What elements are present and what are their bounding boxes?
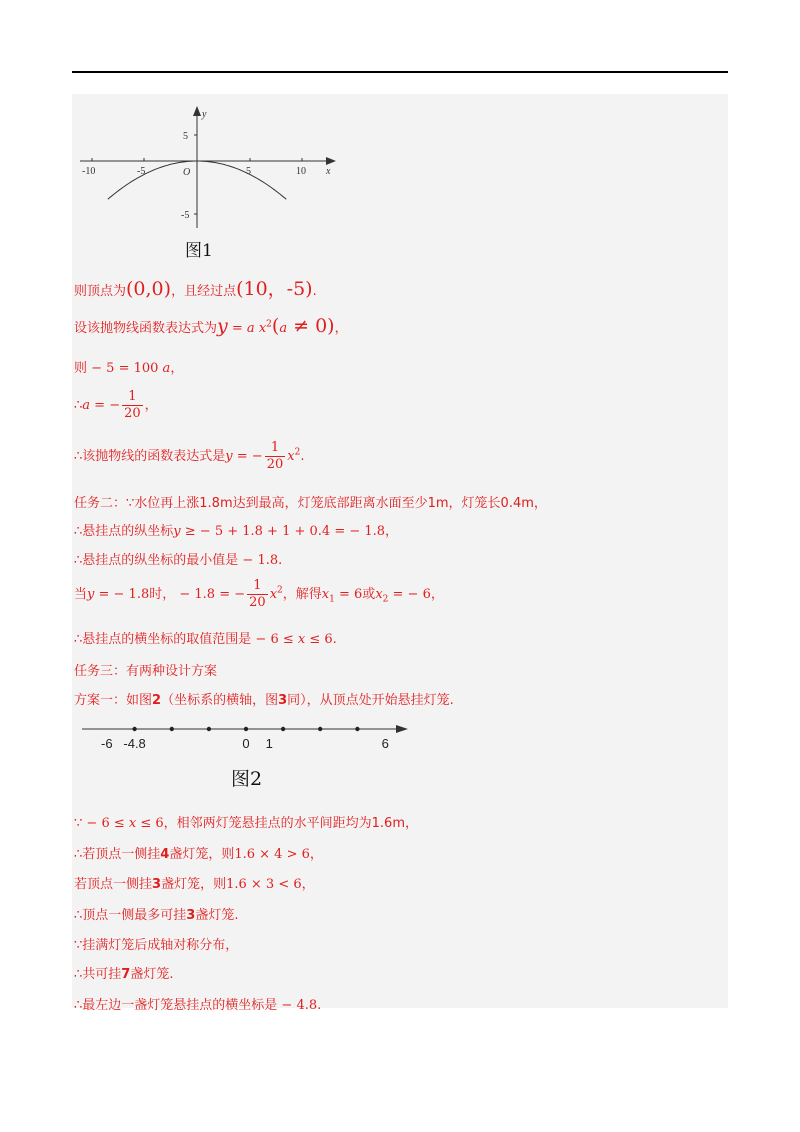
x-axis-label: x (326, 166, 331, 177)
number-line-tick-label: -6 (101, 736, 113, 751)
x-tick-label: 5 (246, 166, 251, 177)
text-line: ∴悬挂点的纵坐标的最小值是 − 1.8. (74, 553, 283, 568)
x-tick-label: 10 (296, 166, 306, 177)
top-rule (72, 71, 728, 73)
y-tick-label: 5 (183, 131, 188, 142)
y-axis-label: y (202, 109, 207, 120)
fraction: $\frac{1}{20}$ (124, 389, 141, 421)
y-axis-arrow (193, 106, 201, 116)
text-line: ∴a = − $\frac{1}{20}$ ， (74, 389, 158, 421)
text-line: ∴共可挂7盏灯笼. (74, 967, 174, 982)
text-line: ∴悬挂点的横坐标的取值范围是 − 6 ≤ x ≤ 6. (74, 632, 337, 647)
number-line-tick-label: -4.8 (123, 736, 146, 751)
text-line: ∴该抛物线的函数表达式是y = − $\frac{1}{20}$ $x^2$. (74, 440, 305, 472)
text-line: 设该抛物线函数表达式为y = a $x^2(a \ne 0)$， (74, 315, 348, 337)
text-line: ∴顶点一侧最多可挂3盏灯笼. (74, 908, 239, 923)
lantern-point (244, 727, 248, 731)
text-line: ∵挂满灯笼后成轴对称分布， (74, 938, 239, 953)
lantern-point (318, 727, 322, 731)
lantern-point (355, 727, 359, 731)
figure-2-caption: 图2 (231, 768, 263, 790)
lantern-point (281, 727, 285, 731)
fraction: $\frac{1}{20}$ (249, 578, 266, 610)
text-line: ∴最左边一盏灯笼悬挂点的横坐标是 − 4.8. (74, 998, 322, 1013)
text-line: ∴悬挂点的纵坐标y ≥ − 5 + 1.8 + 1 + 0.4 = − 1.8， (74, 524, 399, 539)
text-line: 当y = − 1.8时， − 1.8 = − $\frac{1}{20}$ $x^2$，解得$x_1 = 6$或$x_2$ = − 6， (74, 578, 444, 610)
x-tick-label: -10 (82, 166, 96, 177)
number-line-figure (74, 716, 414, 756)
x-axis-arrow (326, 157, 336, 165)
number-line-tick-label: 1 (265, 736, 273, 751)
text-line: 任务二：∵水位再上涨1.8m达到最高，灯笼底部距离水面至少1m，灯笼长0.4m， (74, 496, 547, 511)
figure-1-caption: 图1 (185, 241, 213, 261)
text-line: 若顶点一侧挂3盏灯笼，则1.6 × 3 < 6， (74, 877, 315, 892)
parabola-figure (74, 104, 344, 234)
text-line: 则 − 5 = 100 a， (74, 361, 184, 376)
lantern-point (207, 727, 211, 731)
lantern-point (170, 727, 174, 731)
origin-label: O (183, 167, 191, 178)
number-line-arrow (396, 725, 408, 733)
fraction: $\frac{1}{20}$ (266, 440, 284, 472)
number-line-tick-label: 0 (242, 736, 250, 751)
y-tick-label: -5 (181, 210, 190, 221)
text-line: 任务三：有两种设计方案 (74, 664, 218, 679)
x-tick-label: -5 (137, 166, 146, 177)
text-line: 则顶点为(0,0)，且经过点(10，-5). (74, 278, 317, 300)
text-line: ∴若顶点一侧挂4盏灯笼，则1.6 × 4 > 6， (74, 847, 323, 862)
lantern-point (132, 727, 136, 731)
text-line: ∵ − 6 ≤ x ≤ 6，相邻两灯笼悬挂点的水平间距均为1.6m， (74, 816, 418, 831)
text-line: 方案一：如图2（坐标系的横轴，图3同），从顶点处开始悬挂灯笼. (74, 693, 454, 708)
number-line-tick-label: 6 (381, 736, 389, 751)
